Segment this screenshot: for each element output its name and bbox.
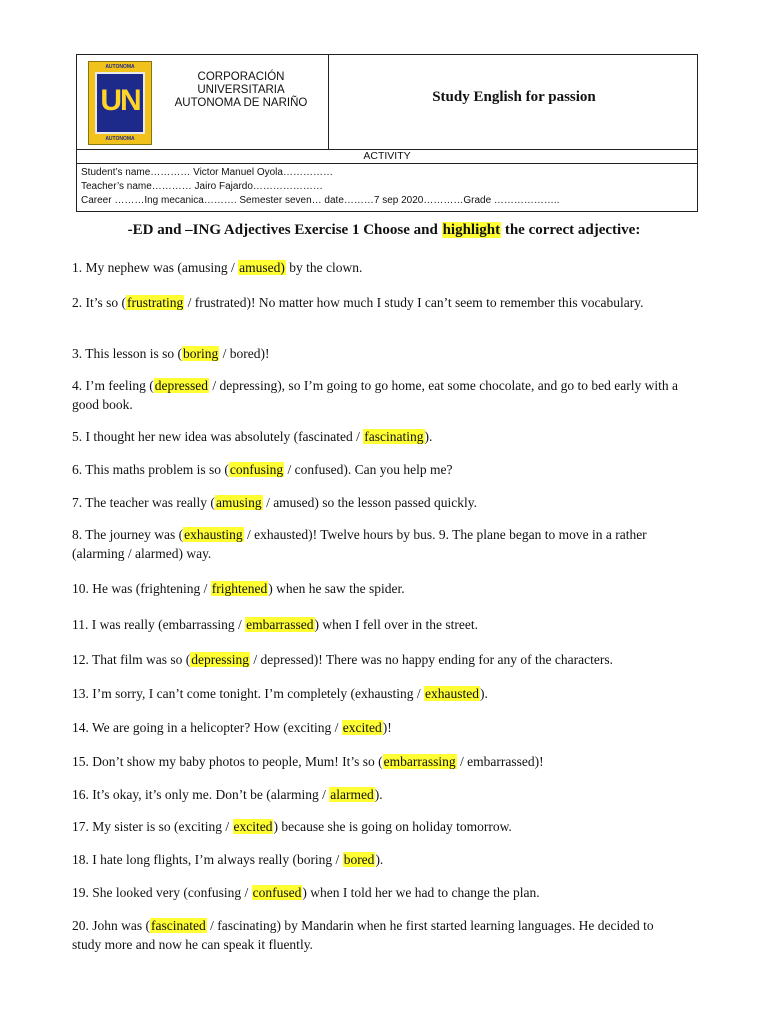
university-logo	[88, 61, 152, 145]
item-text: ).	[480, 686, 488, 701]
item-text: / depressing), so I’m going to go home, eat some chocolate, and go to bed early with a good book.	[72, 378, 678, 412]
highlighted-answer: frustrating	[127, 295, 184, 310]
item-text: 10. He was (frightening /	[72, 581, 211, 596]
exercise-item-5	[72, 427, 682, 446]
exercise-item-12	[72, 684, 682, 703]
item-text: 16. It’s okay, it’s only me. Don’t be (alarming /	[72, 787, 330, 802]
exercise-item-18	[72, 883, 682, 902]
exercise-item-6	[72, 460, 682, 479]
student-info	[81, 166, 691, 208]
exercise-title-post: the correct adjective:	[501, 222, 641, 238]
highlighted-answer: alarmed	[330, 787, 374, 802]
exercise-title	[0, 222, 768, 239]
highlighted-answer: fascinating	[364, 429, 424, 444]
item-text: 2. It’s so (	[72, 295, 126, 310]
logo-emblem	[95, 72, 145, 134]
exercise-item-11	[72, 650, 682, 669]
item-text: ).	[375, 852, 384, 867]
highlighted-answer: boring	[183, 346, 219, 361]
institution-line-2: UNIVERSITARIA	[197, 84, 285, 96]
item-text: / fascinating) by Mandarin when he first started learning languages. He decided to study more and now he can speak it fluently.	[72, 918, 654, 952]
highlighted-answer: amused)	[239, 260, 285, 275]
exercise-item-1	[72, 258, 682, 277]
item-text: ).	[424, 429, 433, 444]
exercise-item-19	[72, 916, 682, 954]
item-text: ) because she is going on holiday tomorrow.	[273, 819, 512, 834]
item-text: / depressed)! There was no happy ending for any of the characters.	[250, 652, 613, 667]
item-text: 18. I hate long flights, I’m always really (boring /	[72, 852, 343, 867]
highlighted-answer: fascinated	[151, 918, 206, 933]
exercise-item-8	[72, 525, 682, 563]
teacher-name-line: Teacher’s name………… Jairo Fajardo…………………	[81, 181, 323, 192]
institution-line-1: CORPORACIÓN	[197, 71, 285, 83]
item-text: / bored)!	[219, 346, 270, 361]
item-text: )!	[382, 720, 392, 735]
highlighted-answer: amusing	[215, 495, 262, 510]
item-text: 5. I thought her new idea was absolutely (fascinated /	[72, 429, 364, 444]
item-text: 7. The teacher was really (	[72, 495, 215, 510]
exercise-item-7	[72, 493, 682, 512]
highlighted-answer: confusing	[229, 462, 284, 477]
item-text: / embarrassed)!	[456, 754, 544, 769]
exercise-title-highlight: highlight	[442, 222, 501, 238]
exercise-item-17	[72, 850, 682, 869]
highlighted-answer: depressing	[191, 652, 249, 667]
exercise-item-3	[72, 344, 682, 363]
item-text: 15. Don’t show my baby photos to people, Mum! It’s so (	[72, 754, 383, 769]
highlighted-answer: excited	[342, 720, 382, 735]
item-text: 20. John was (	[72, 918, 150, 933]
header-top-row	[77, 55, 697, 150]
item-text: 19. She looked very (confusing /	[72, 885, 252, 900]
item-text: 8. The journey was (	[72, 527, 184, 542]
logo-band-top: AUTONOMA	[105, 64, 135, 70]
item-text: / exhausted)! Twelve hours by bus. 9. The plane began to move in a rather (alarming / alarmed) way.	[72, 527, 647, 561]
exercise-item-13	[72, 718, 682, 737]
document-title: Study English for passion	[432, 89, 596, 105]
item-text: 13. I’m sorry, I can’t come tonight. I’m completely (exhausting /	[72, 686, 425, 701]
exercise-item-4	[72, 376, 682, 414]
highlighted-answer: excited	[233, 819, 273, 834]
exercise-item-16	[72, 817, 682, 836]
title-cell	[329, 55, 699, 150]
item-text: 12. That film was so (	[72, 652, 191, 667]
exercise-item-9	[72, 579, 682, 598]
item-text: 1. My nephew was (amusing /	[72, 260, 239, 275]
item-text: 4. I’m feeling (	[72, 378, 154, 393]
exercise-item-15	[72, 785, 682, 804]
item-text: / amused) so the lesson passed quickly.	[262, 495, 478, 510]
exercise-title-pre: -ED and –ING Adjectives Exercise 1 Choose and	[127, 222, 442, 238]
highlighted-answer: exhausting	[184, 527, 243, 542]
exercise-item-14	[72, 752, 682, 771]
highlighted-answer: bored	[343, 852, 375, 867]
item-text: 11. I was really (embarrassing /	[72, 617, 246, 632]
item-text: 14. We are going in a helicopter? How (exciting /	[72, 720, 342, 735]
highlighted-answer: embarrassing	[383, 754, 456, 769]
highlighted-answer: depressed	[154, 378, 208, 393]
item-text: by the clown.	[285, 260, 363, 275]
highlighted-answer: embarrassed	[246, 617, 314, 632]
item-text: 6. This maths problem is so (	[72, 462, 229, 477]
item-text: / confused). Can you help me?	[284, 462, 453, 477]
item-text: 17. My sister is so (exciting /	[72, 819, 233, 834]
highlighted-answer: confused	[252, 885, 302, 900]
item-text: / frustrated)! No matter how much I study I can’t seem to remember this vocabulary.	[184, 295, 644, 310]
logo-letters: UN	[100, 84, 140, 117]
header-table	[76, 54, 698, 212]
activity-label: ACTIVITY	[77, 150, 697, 164]
institution-cell	[77, 55, 329, 150]
logo-band-bottom: AUTONOMA	[105, 136, 135, 142]
career-line: Career ………Ing mecanica………. Semester seven… date………7 sep 2020…………Grade ………………..	[81, 195, 560, 206]
institution-name	[161, 71, 321, 110]
exercise-item-10	[72, 615, 682, 634]
highlighted-answer: frightened	[211, 581, 268, 596]
item-text: ) when he saw the spider.	[268, 581, 405, 596]
item-text: 3. This lesson is so (	[72, 346, 183, 361]
item-text: ) when I fell over in the street.	[314, 617, 478, 632]
item-text: ).	[374, 787, 383, 802]
highlighted-answer: exhausted	[425, 686, 480, 701]
student-name-line: Student’s name………… Victor Manuel Oyola……………	[81, 167, 333, 178]
exercise-item-2	[72, 293, 682, 312]
item-text: ) when I told her we had to change the plan.	[302, 885, 540, 900]
institution-line-3: AUTONOMA DE NARIÑO	[174, 97, 308, 109]
